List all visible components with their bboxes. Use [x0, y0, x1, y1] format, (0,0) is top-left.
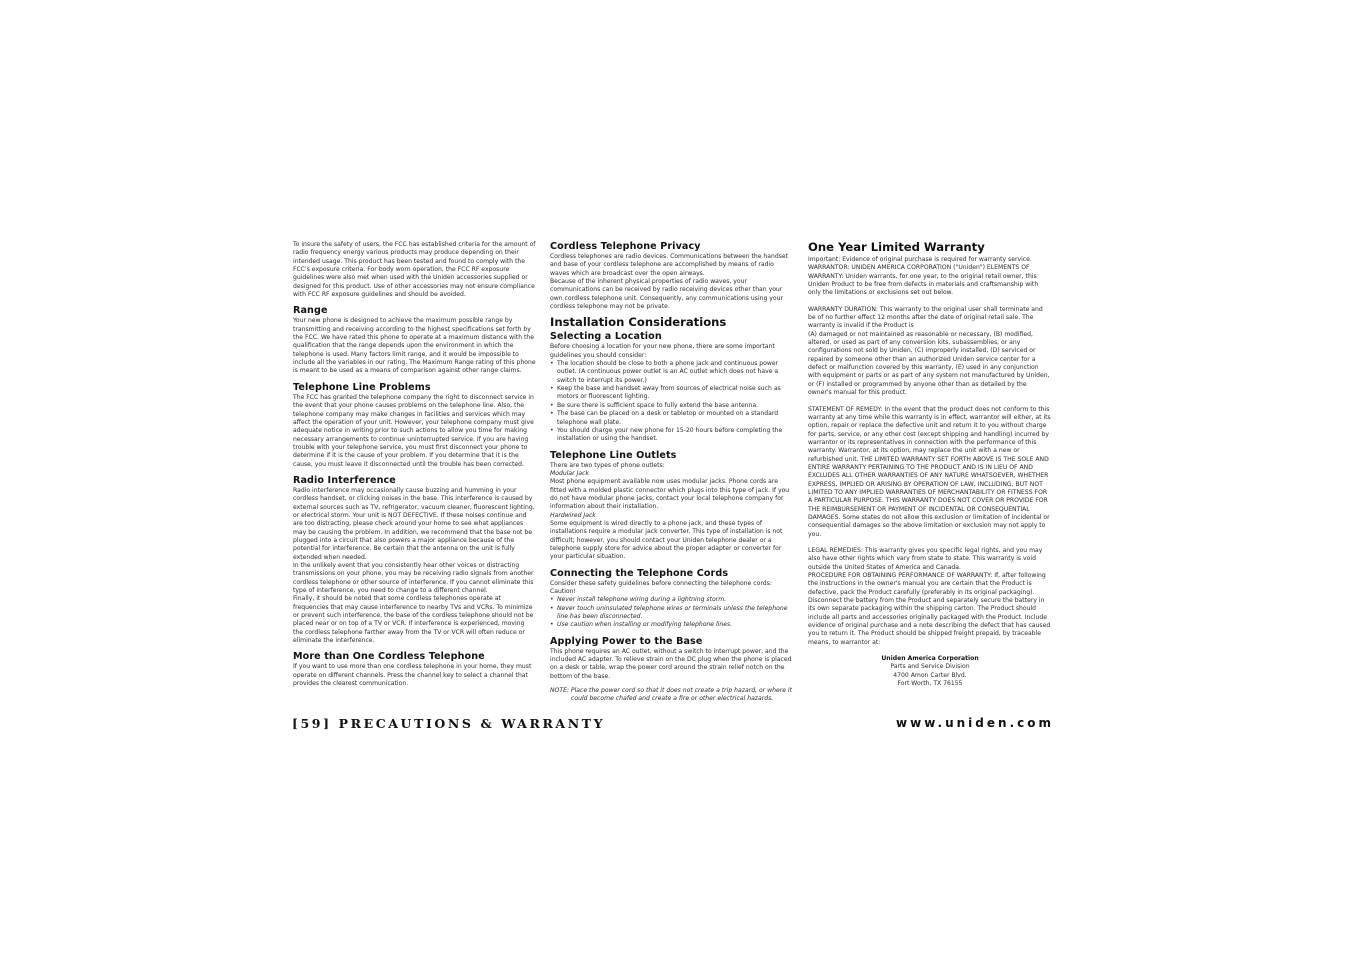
warranty-legal: LEGAL REMEDIES: This warranty gives you specific legal rights, and you may also have other rights which vary from state to state. This warranty is void outside the United States of America and Canada. — [808, 547, 1043, 571]
cords-heading: Connecting the Telephone Cords — [550, 567, 729, 579]
fcc-rf-intro: To insure the safety of users, the FCC has established criteria for the amount of radio frequency energy various products may produce depending on their intended usage. This product has been tested and found to comply with the FCC's exposure criteria. For body worn operation, the FCC RF exposure guidelines were also met when used with the Uniden accessories supplied or designed for this product. Use of other accessories may not ensure compliance with FCC RF exposure guidelines and should be avoided. — [293, 241, 536, 299]
address-division: Parts and Service Division — [890, 663, 970, 671]
list-item: • Use caution when installing or modifying telephone lines. — [550, 621, 794, 629]
radio-interference-p3: Finally, it should be noted that some cordless telephones operate at frequencies that may cause interference to nearby TVs and VCRs. To minimize or prevent such interference, the base of the cordless telephone should not be placed near or on top of a TV or VCR. If interference is experienced, moving the cordless telephone farther away from the TV or VCR will often reduce or eliminate the interference. — [293, 595, 534, 645]
column-right — [808, 241, 1052, 689]
hardwired-jack-label: Hardwired Jack — [550, 511, 596, 519]
privacy-p2: Because of the inherent physical properties of radio waves, your communications can be received by radio receiving devices other than your own cordless telephone unit. Consequently, any communications using your cordless telephone may not be private. — [550, 278, 784, 311]
radio-interference-p2: In the unlikely event that you consistently hear other voices or distracting transmissions on your phone, you may be receiving radio signals from another cordless telephone or other source of interference. If you cannot eliminate this type of interference, you need to change to a different channel. — [293, 562, 534, 595]
modular-jack-label: Modular Jack — [550, 469, 589, 477]
warranty-warrantor: WARRANTOR: UNIDEN AMERICA CORPORATION ("Uniden") ELEMENTS OF WARRANTY: Uniden warrants, for one year, to the original retail owner, this Uniden Product to be free from defects in materials and craftsmanship with only the limitations or exclusions set out below. — [808, 264, 1039, 297]
website-url: www.uniden.com — [896, 716, 1054, 730]
list-item: • Keep the base and handset away from sources of electrical noise such as motors or fluorescent lighting. — [550, 385, 794, 402]
line-problems-text: The FCC has granted the telephone company the right to disconnect service in the event that your phone causes problems on the telephone line. Also, the telephone company may make changes in facilities and services which may affect the operation of your unit. However, your telephone company must give adequate notice in writing prior to such actions to allow you time for making necessary arrangements to continue uninterrupted service. If you are having trouble with your telephone service, you must first disconnect your phone to determine if it is the cause of your problem. If you determine that it is the cause, you must leave it disconnected until the trouble has been corrected. — [293, 393, 534, 468]
warranty-heading: One Year Limited Warranty — [808, 240, 985, 254]
power-heading: Applying Power to the Base — [550, 635, 703, 647]
address-street: 4700 Amon Carter Blvd. — [893, 671, 967, 679]
paragraph-gap — [808, 298, 1052, 306]
list-item: • You should charge your new phone for 15-20 hours before completing the installation or using the handset. — [550, 427, 794, 444]
modular-jack-text: Most phone equipment available now uses modular jacks. Phone cords are fitted with a molded plastic connector which plugs into this type of jack. If you do not have modular phone jacks, contact your local telephone company for information about their installation. — [550, 478, 790, 511]
warrantor-address — [808, 655, 1052, 688]
list-item: • The base can be placed on a desk or tabletop or mounted on a standard telephone wall plate. — [550, 410, 794, 427]
line-problems-heading: Telephone Line Problems — [293, 381, 431, 393]
hardwired-jack-text: Some equipment is wired directly to a phone jack, and these types of installations require a modular jack converter. This type of installation is not difficult; however, you should contact your Uniden telephone dealer or a telephone supply store for advice about the proper adapter or converter for your particular situation. — [550, 519, 783, 561]
paragraph-gap — [808, 539, 1052, 547]
range-text: Your new phone is designed to achieve the maximum possible range by transmitting and receiving according to the highest specifications set forth by the FCC. We have rated this phone to operate at a maximum distance with the qualification that the range depends upon the environment in which the telephone is used. Many factors limit range, and it would be impossible to include all the variables in our rating. The Maximum Range rating of this phone is meant to be used as a means of comparison against other range claims. — [293, 317, 536, 375]
more-phones-heading: More than One Cordless Telephone — [293, 651, 485, 663]
address-city: Fort Worth, TX 76155 — [897, 680, 963, 688]
warranty-duration: WARRANTY DURATION: This warranty to the original user shall terminate and be of no further effect 12 months after the date of original retail sale. The warranty is invalid if the Product is — [808, 305, 1043, 330]
cords-intro: Consider these safety guidelines before connecting the telephone cords: — [550, 579, 772, 587]
range-heading: Range — [293, 305, 328, 317]
cords-caution: Caution! — [550, 588, 576, 595]
warranty-important: Important: Evidence of original purchase is required for warranty service. — [808, 256, 1032, 263]
warranty-exclusions: (A) damaged or not maintained as reasonable or necessary, (B) modified, altered, or used as part of any conversion kits, subassemblies, or any configurations not sold by Uniden, (C) improperly installed, (D) serviced or repaired by someone other than an authorized Uniden service center for a defect or malfunction covered by this warranty, (E) used in any conjunction with equipment or parts or as part of any system not manufactured by Uniden, or (F) installed or programmed by anyone other than as detailed by the owner's manual for this product. — [808, 330, 1050, 397]
page-footer-title: [59] PRECAUTIONS & WARRANTY — [292, 716, 606, 731]
list-item: • The location should be close to both a phone jack and continuous power outlet. (A continuous power outlet is an AC outlet which does not have a switch to interrupt its power.) — [550, 360, 794, 385]
outlets-heading: Telephone Line Outlets — [550, 449, 677, 461]
privacy-heading: Cordless Telephone Privacy — [550, 241, 701, 252]
radio-interference-p1: Radio interference may occasionally cause buzzing and humming in your cordless handset, or clicking noises in the base. This interference is caused by external sources such as TV, refrigerator, vacuum cleaner, fluorescent lighting, or electrical storm. Your unit is NOT DEFECTIVE. If these noises continue and are too distracting, please check around your home to see what appliances may be causing the problem. In addition, we recommend that the base not be plugged into a circuit that also powers a major appliance because of the potential for interference. Be certain that the antenna on the unit is fully extended when needed. — [293, 486, 535, 561]
paragraph-gap — [808, 398, 1052, 406]
location-intro: Before choosing a location for your new phone, there are some important guidelines you should consider: — [550, 343, 775, 359]
list-item: • Never install telephone wiring during a lightning storm. — [550, 596, 794, 604]
warranty-procedure: PROCEDURE FOR OBTAINING PERFORMANCE OF WARRANTY: If, after following the instructions in the owner's manual you are certain that the Product is defective, pack the Product carefully (preferably in its original packaging). Disconnect the battery from the Product and separately secure the battery in its own separate packaging within the shipping carton. The Product should include all parts and accessories originally packaged with the Product. Include evidence of original purchase and a note describing the defect that has caused you to return it. The Product should be shipped freight prepaid, by traceable means, to warrantor at: — [808, 572, 1051, 646]
cords-list — [550, 596, 794, 629]
power-text: This phone requires an AC outlet, without a switch to interrupt power, and the included AC adapter. To relieve strain on the DC plug when the phone is placed on a desk or table, wrap the power cord around the strain relief notch on the bottom of the base. — [550, 647, 792, 680]
column-left — [293, 241, 536, 688]
privacy-p1: Cordless telephones are radio devices. Communications between the handset and base of your cordless telephone are accomplished by means of radio waves which are broadcast over the open airways. — [550, 253, 789, 277]
outlets-intro: There are two types of phone outlets: — [550, 461, 665, 469]
list-item: • Never touch uninsulated telephone wires or terminals unless the telephone line has been disconnected. — [550, 605, 794, 622]
warranty-remedy: STATEMENT OF REMEDY: In the event that the product does not conform to this warranty at any time while this warranty is in effect, warrantor will either, at its option, repair or replace the defective unit and return it to you without charge for parts, service, or any other cost (except shipping and handling) incurred by warrantor or its representatives in connection with the performance of this warranty. Warrantor, at its option, may replace the unit with a new or refurbished unit. THE LIMITED WARRANTY SET FORTH ABOVE IS THE SOLE AND ENTIRE WARRANTY PERTAINING TO THE PRODUCT AND IS IN LIEU OF AND EXCLUDES ALL OTHER WARRANTIES OF ANY NATURE WHATSOEVER, WHETHER EXPRESS, IMPLIED OR ARISING BY OPERATION OF LAW, INCLUDING, BUT NOT LIMITED TO ANY IMPLIED WARRANTIES OF MERCHANTABILITY OR FITNESS FOR A PARTICULAR PURPOSE. THIS WARRANTY DOES NOT COVER OR PROVIDE FOR THE REIMBURSEMENT OR PAYMENT OF INCIDENTAL OR CONSEQUENTIAL DAMAGES. Some states do not allow this exclusion or limitation of incidental or consequential damages so the above limitation or exclusion may not apply to you. — [808, 405, 1051, 538]
radio-interference-heading: Radio Interference — [293, 474, 396, 486]
location-list — [550, 360, 794, 443]
column-middle — [550, 241, 794, 704]
installation-heading: Installation Considerations — [550, 315, 727, 330]
list-item: • Be sure there is sufficient space to fully extend the base antenna. — [550, 402, 794, 410]
more-phones-text: If you want to use more than one cordless telephone in your home, they must operate on different channels. Press the channel key to select a channel that provides the clearest communication. — [293, 663, 532, 688]
power-note: NOTE: Place the power cord so that it does not create a trip hazard, or where it could become chafed and create a fire or other electrical hazards. — [550, 687, 792, 703]
location-heading: Selecting a Location — [550, 331, 662, 343]
address-company: Uniden America Corporation — [881, 655, 979, 663]
